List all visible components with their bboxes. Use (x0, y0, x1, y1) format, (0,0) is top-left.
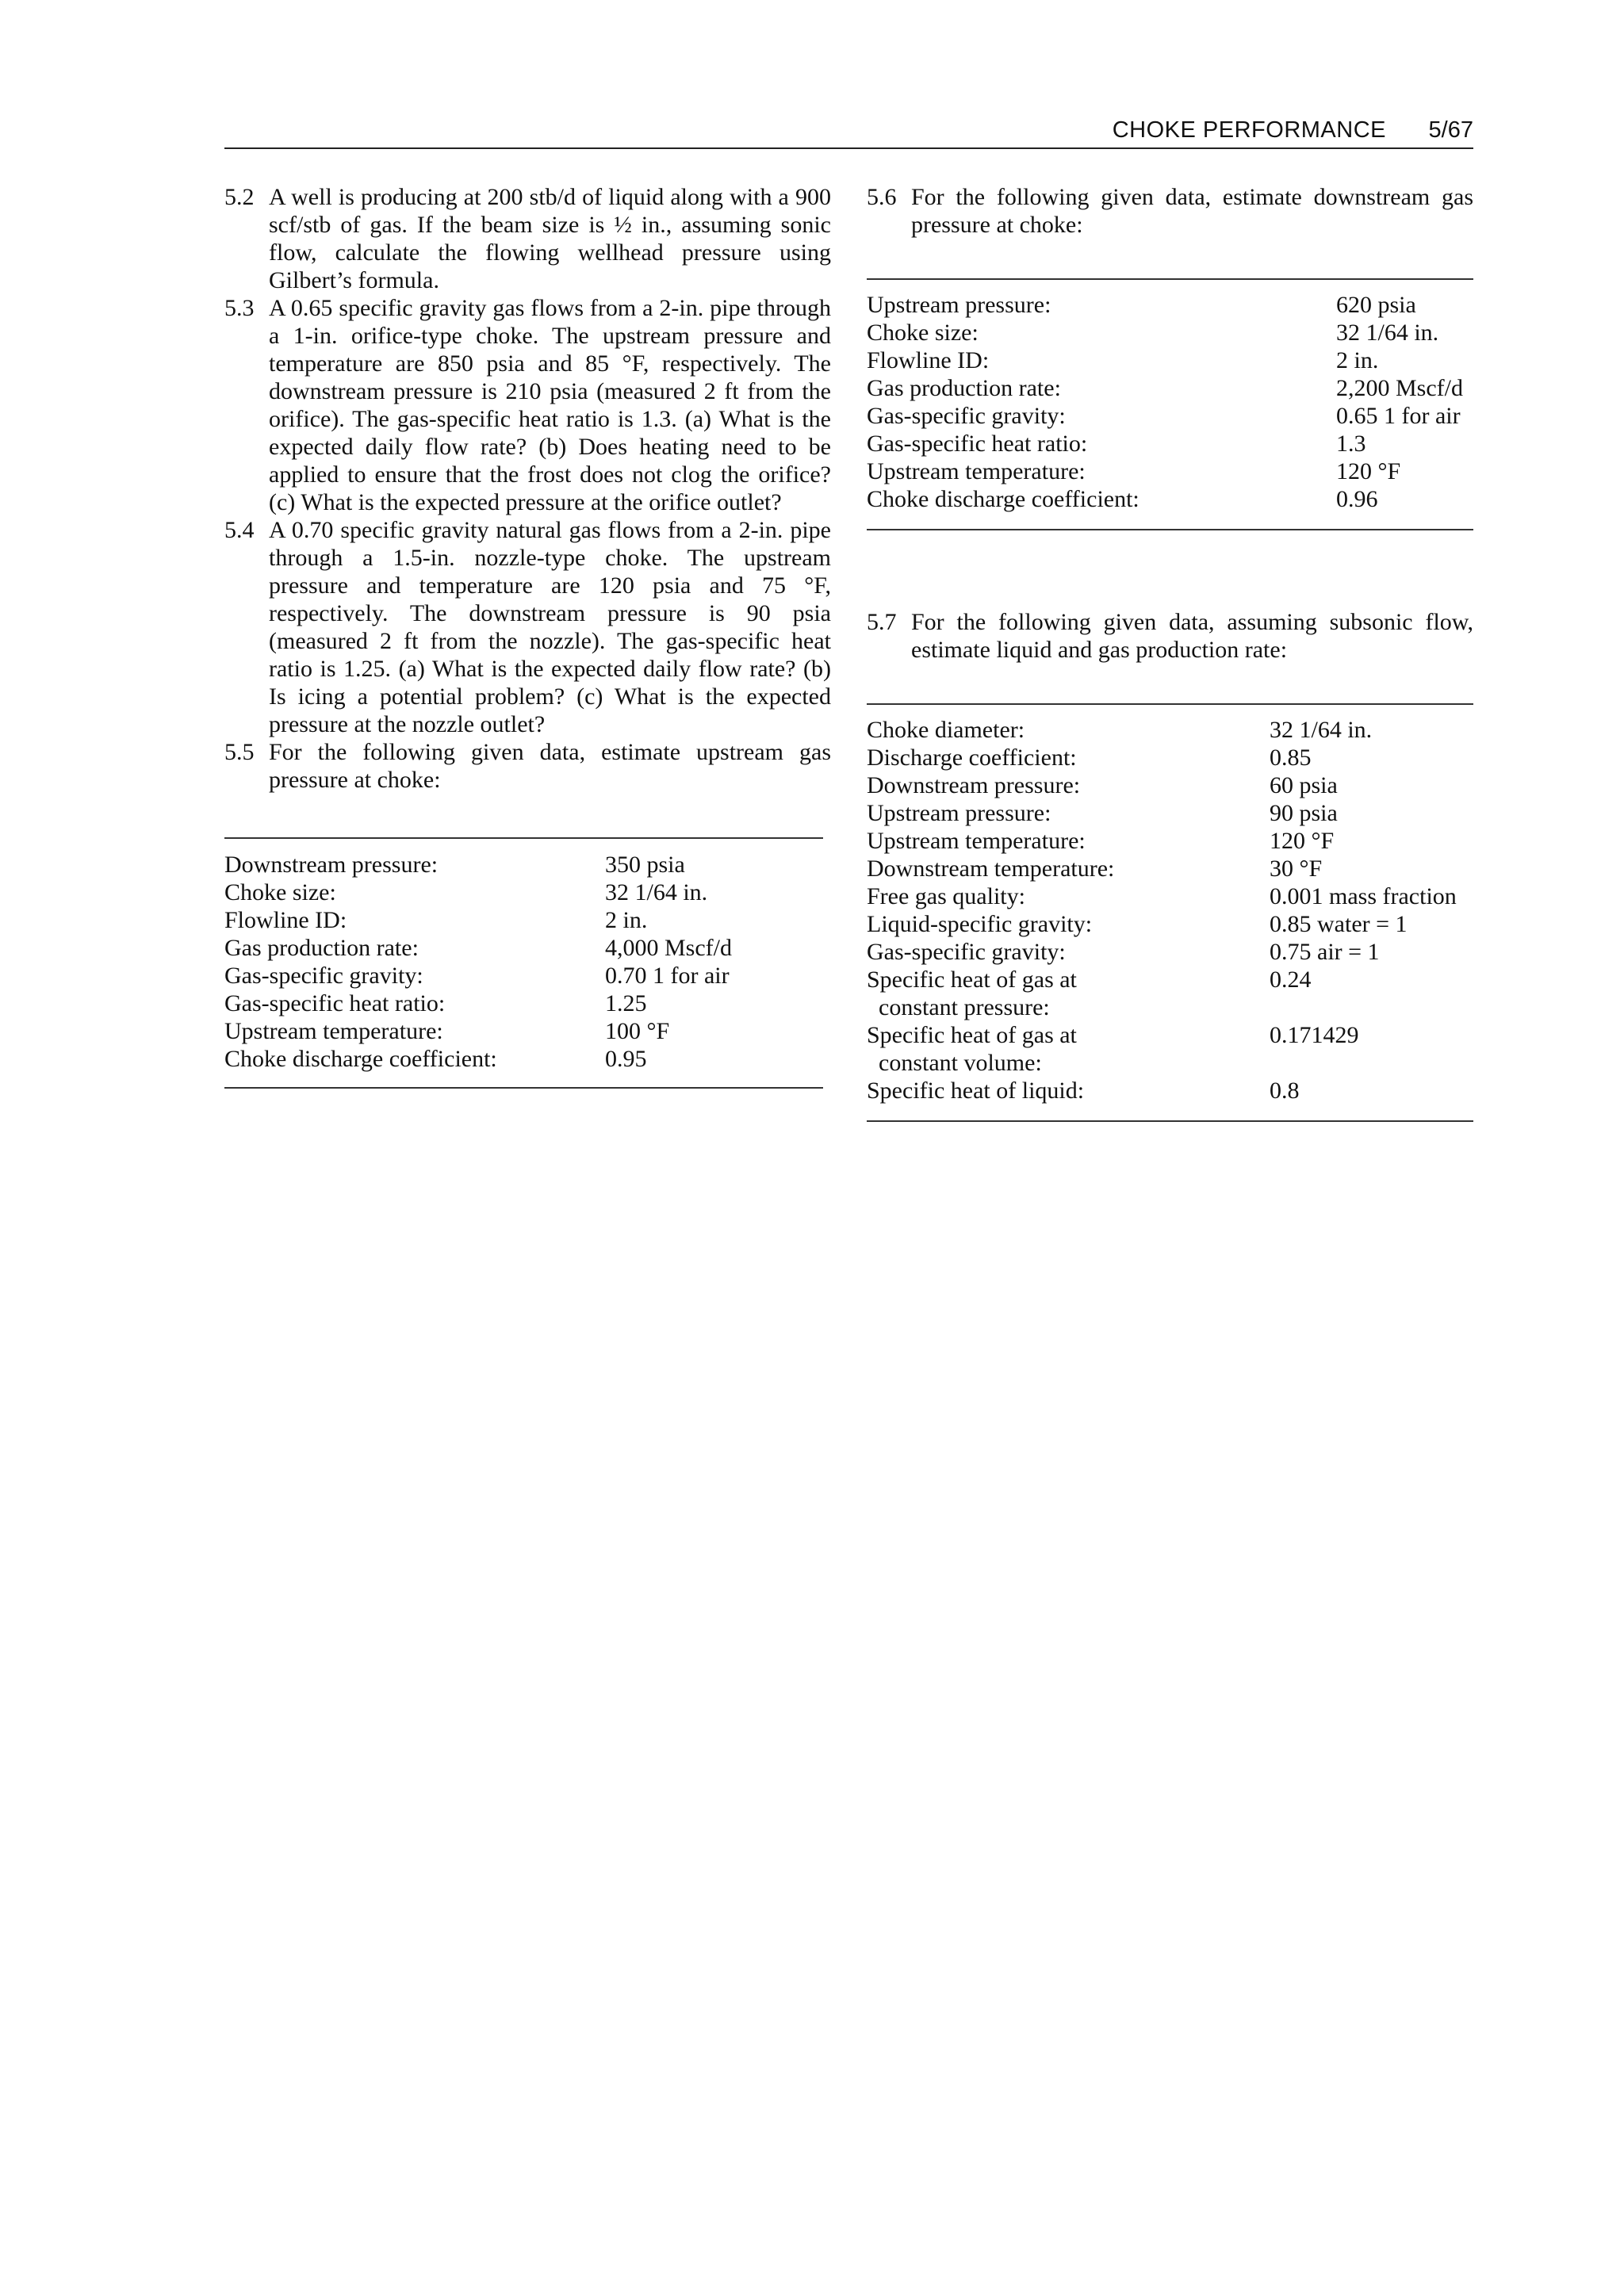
row-label: Choke discharge coefficient: (867, 486, 1139, 512)
row-value: 90 psia (1270, 800, 1338, 826)
table-row (867, 716, 1473, 744)
row-label: Downstream pressure: (867, 772, 1081, 798)
problem-number: 5.2 (224, 184, 255, 210)
row-label: Upstream temperature: (867, 828, 1086, 854)
row-label: Upstream temperature: (224, 1018, 443, 1044)
table-row (867, 319, 1473, 346)
table-row (867, 744, 1473, 771)
row-value: 0.001 mass fraction (1270, 883, 1457, 909)
problem-text: For the following given data, estimate downstream gas pressure at choke: (911, 184, 1473, 238)
row-value: 120 °F (1270, 828, 1335, 854)
table-row (867, 457, 1473, 485)
row-label: Flowline ID: (224, 907, 347, 933)
row-value: 100 °F (605, 1018, 670, 1044)
problem-text: For the following given data, assuming subsonic flow, estimate liquid and gas production rate: (911, 609, 1473, 663)
row-label: Choke size: (867, 320, 979, 346)
table-row (867, 346, 1473, 374)
table-row (224, 990, 823, 1017)
row-label: Upstream pressure: (867, 800, 1051, 826)
table-row (224, 879, 823, 906)
problem-5-6 (867, 183, 1473, 239)
row-value: 0.96 (1336, 486, 1378, 512)
row-label: Specific heat of liquid: (867, 1078, 1085, 1104)
row-value: 0.85 (1270, 745, 1312, 771)
problem-5-4 (224, 516, 831, 738)
row-value: 350 psia (605, 852, 685, 878)
data-table-5-7 (867, 703, 1473, 1122)
row-value: 1.3 (1336, 431, 1366, 457)
row-value: 0.8 (1270, 1078, 1300, 1104)
row-label: Gas production rate: (867, 375, 1061, 401)
row-label: Downstream temperature: (867, 856, 1115, 882)
problem-5-3 (224, 294, 831, 516)
table-row (867, 430, 1473, 457)
row-label: Liquid-specific gravity: (867, 911, 1093, 937)
table-row (867, 771, 1473, 799)
row-value: 30 °F (1270, 856, 1323, 882)
row-label: Gas-specific heat ratio: (867, 431, 1088, 457)
table-row (867, 882, 1473, 910)
table-row (867, 966, 1473, 1021)
row-label: Upstream pressure: (867, 292, 1051, 318)
row-value: 0.85 water = 1 (1270, 911, 1408, 937)
row-label: Choke size: (224, 879, 336, 905)
data-table-5-6 (867, 278, 1473, 530)
table-row (867, 799, 1473, 827)
problem-number: 5.3 (224, 295, 255, 321)
row-label: Gas-specific gravity: (867, 939, 1066, 965)
section-title: CHOKE PERFORMANCE (1112, 117, 1386, 143)
table-row (224, 962, 823, 990)
row-value: 60 psia (1270, 772, 1338, 798)
table-row (224, 851, 823, 879)
left-column (224, 183, 831, 1089)
problem-5-5 (224, 738, 831, 794)
problem-number: 5.6 (867, 184, 897, 210)
problem-number: 5.7 (867, 609, 897, 635)
row-label: Choke diameter: (867, 717, 1025, 743)
row-value: 2 in. (605, 907, 648, 933)
table-row (867, 827, 1473, 855)
problem-text: A 0.70 specific gravity natural gas flows from a 2-in. pipe through a 1.5-in. nozzle-type choke. The upstream pressure and temperature are 120 psia and 75 °F, respectively. The downstream pressure is 90 psia (measured 2 ft from the nozzle). The gas-specific heat ratio is 1.25. (a) What is the expected daily flow rate? (b) Is icing a potential problem? (c) What is the expected pressure at the nozzle outlet? (269, 517, 831, 737)
table-row (867, 938, 1473, 966)
row-label: Gas production rate: (224, 935, 419, 961)
table-row (867, 910, 1473, 938)
row-value: 2,200 Mscf/d (1336, 375, 1463, 401)
row-label: Upstream temperature: (867, 458, 1086, 484)
problem-5-2 (224, 183, 831, 294)
row-value: 2 in. (1336, 347, 1379, 373)
row-value: 0.70 1 for air (605, 963, 730, 989)
row-value: 32 1/64 in. (605, 879, 708, 905)
table-row (867, 291, 1473, 319)
row-label: Discharge coefficient: (867, 745, 1077, 771)
row-value: 0.171429 (1270, 1022, 1359, 1048)
row-label: Gas-specific heat ratio: (224, 990, 446, 1016)
row-label: Gas-specific gravity: (224, 963, 423, 989)
row-value: 1.25 (605, 990, 647, 1016)
table-row (224, 1017, 823, 1045)
problem-text: A well is producing at 200 stb/d of liquid along with a 900 scf/stb of gas. If the beam size is ½ in., assuming sonic flow, calculate the flowing wellhead pressure using Gilbert’s formula. (269, 184, 831, 293)
problem-text: For the following given data, estimate upstream gas pressure at choke: (269, 739, 831, 793)
table-row (867, 485, 1473, 513)
table-row (867, 1021, 1473, 1077)
table-row (224, 934, 823, 962)
table-row (224, 1045, 823, 1073)
row-label: Specific heat of gas at constant pressure: (867, 967, 1077, 1020)
table-row (224, 906, 823, 934)
row-label: Choke discharge coefficient: (224, 1046, 497, 1072)
problem-text: A 0.65 specific gravity gas flows from a 2-in. pipe through a 1-in. orifice-type choke. The upstream pressure and temperature are 850 psia and 85 °F, respectively. The downstream pressure is 210 psia (measured 2 ft from the orifice). The gas-specific heat ratio is 1.3. (a) What is the expected daily flow rate? (b) Does heating need to be applied to ensure that the frost does not clog the orifice? (c) What is the expected pressure at the orifice outlet? (269, 295, 831, 515)
row-value: 0.95 (605, 1046, 647, 1072)
data-table-5-5 (224, 837, 823, 1089)
problem-number: 5.4 (224, 517, 255, 543)
row-value: 0.75 air = 1 (1270, 939, 1380, 965)
table-row (867, 1077, 1473, 1104)
row-value: 0.65 1 for air (1336, 403, 1461, 429)
table-row (867, 374, 1473, 402)
row-label: Specific heat of gas at constant volume: (867, 1022, 1077, 1076)
row-label: Flowline ID: (867, 347, 990, 373)
row-value: 4,000 Mscf/d (605, 935, 732, 961)
table-row (867, 402, 1473, 430)
row-value: 32 1/64 in. (1336, 320, 1439, 346)
page-number: 5/67 (1428, 117, 1473, 143)
row-value: 32 1/64 in. (1270, 717, 1373, 743)
table-row (867, 855, 1473, 882)
right-column (867, 183, 1473, 1122)
running-header (224, 111, 1473, 149)
row-value: 120 °F (1336, 458, 1401, 484)
row-value: 0.24 (1270, 967, 1312, 993)
row-label: Free gas quality: (867, 883, 1025, 909)
problem-5-7 (867, 608, 1473, 664)
row-label: Downstream pressure: (224, 852, 439, 878)
row-value: 620 psia (1336, 292, 1416, 318)
problem-number: 5.5 (224, 739, 255, 765)
row-label: Gas-specific gravity: (867, 403, 1066, 429)
